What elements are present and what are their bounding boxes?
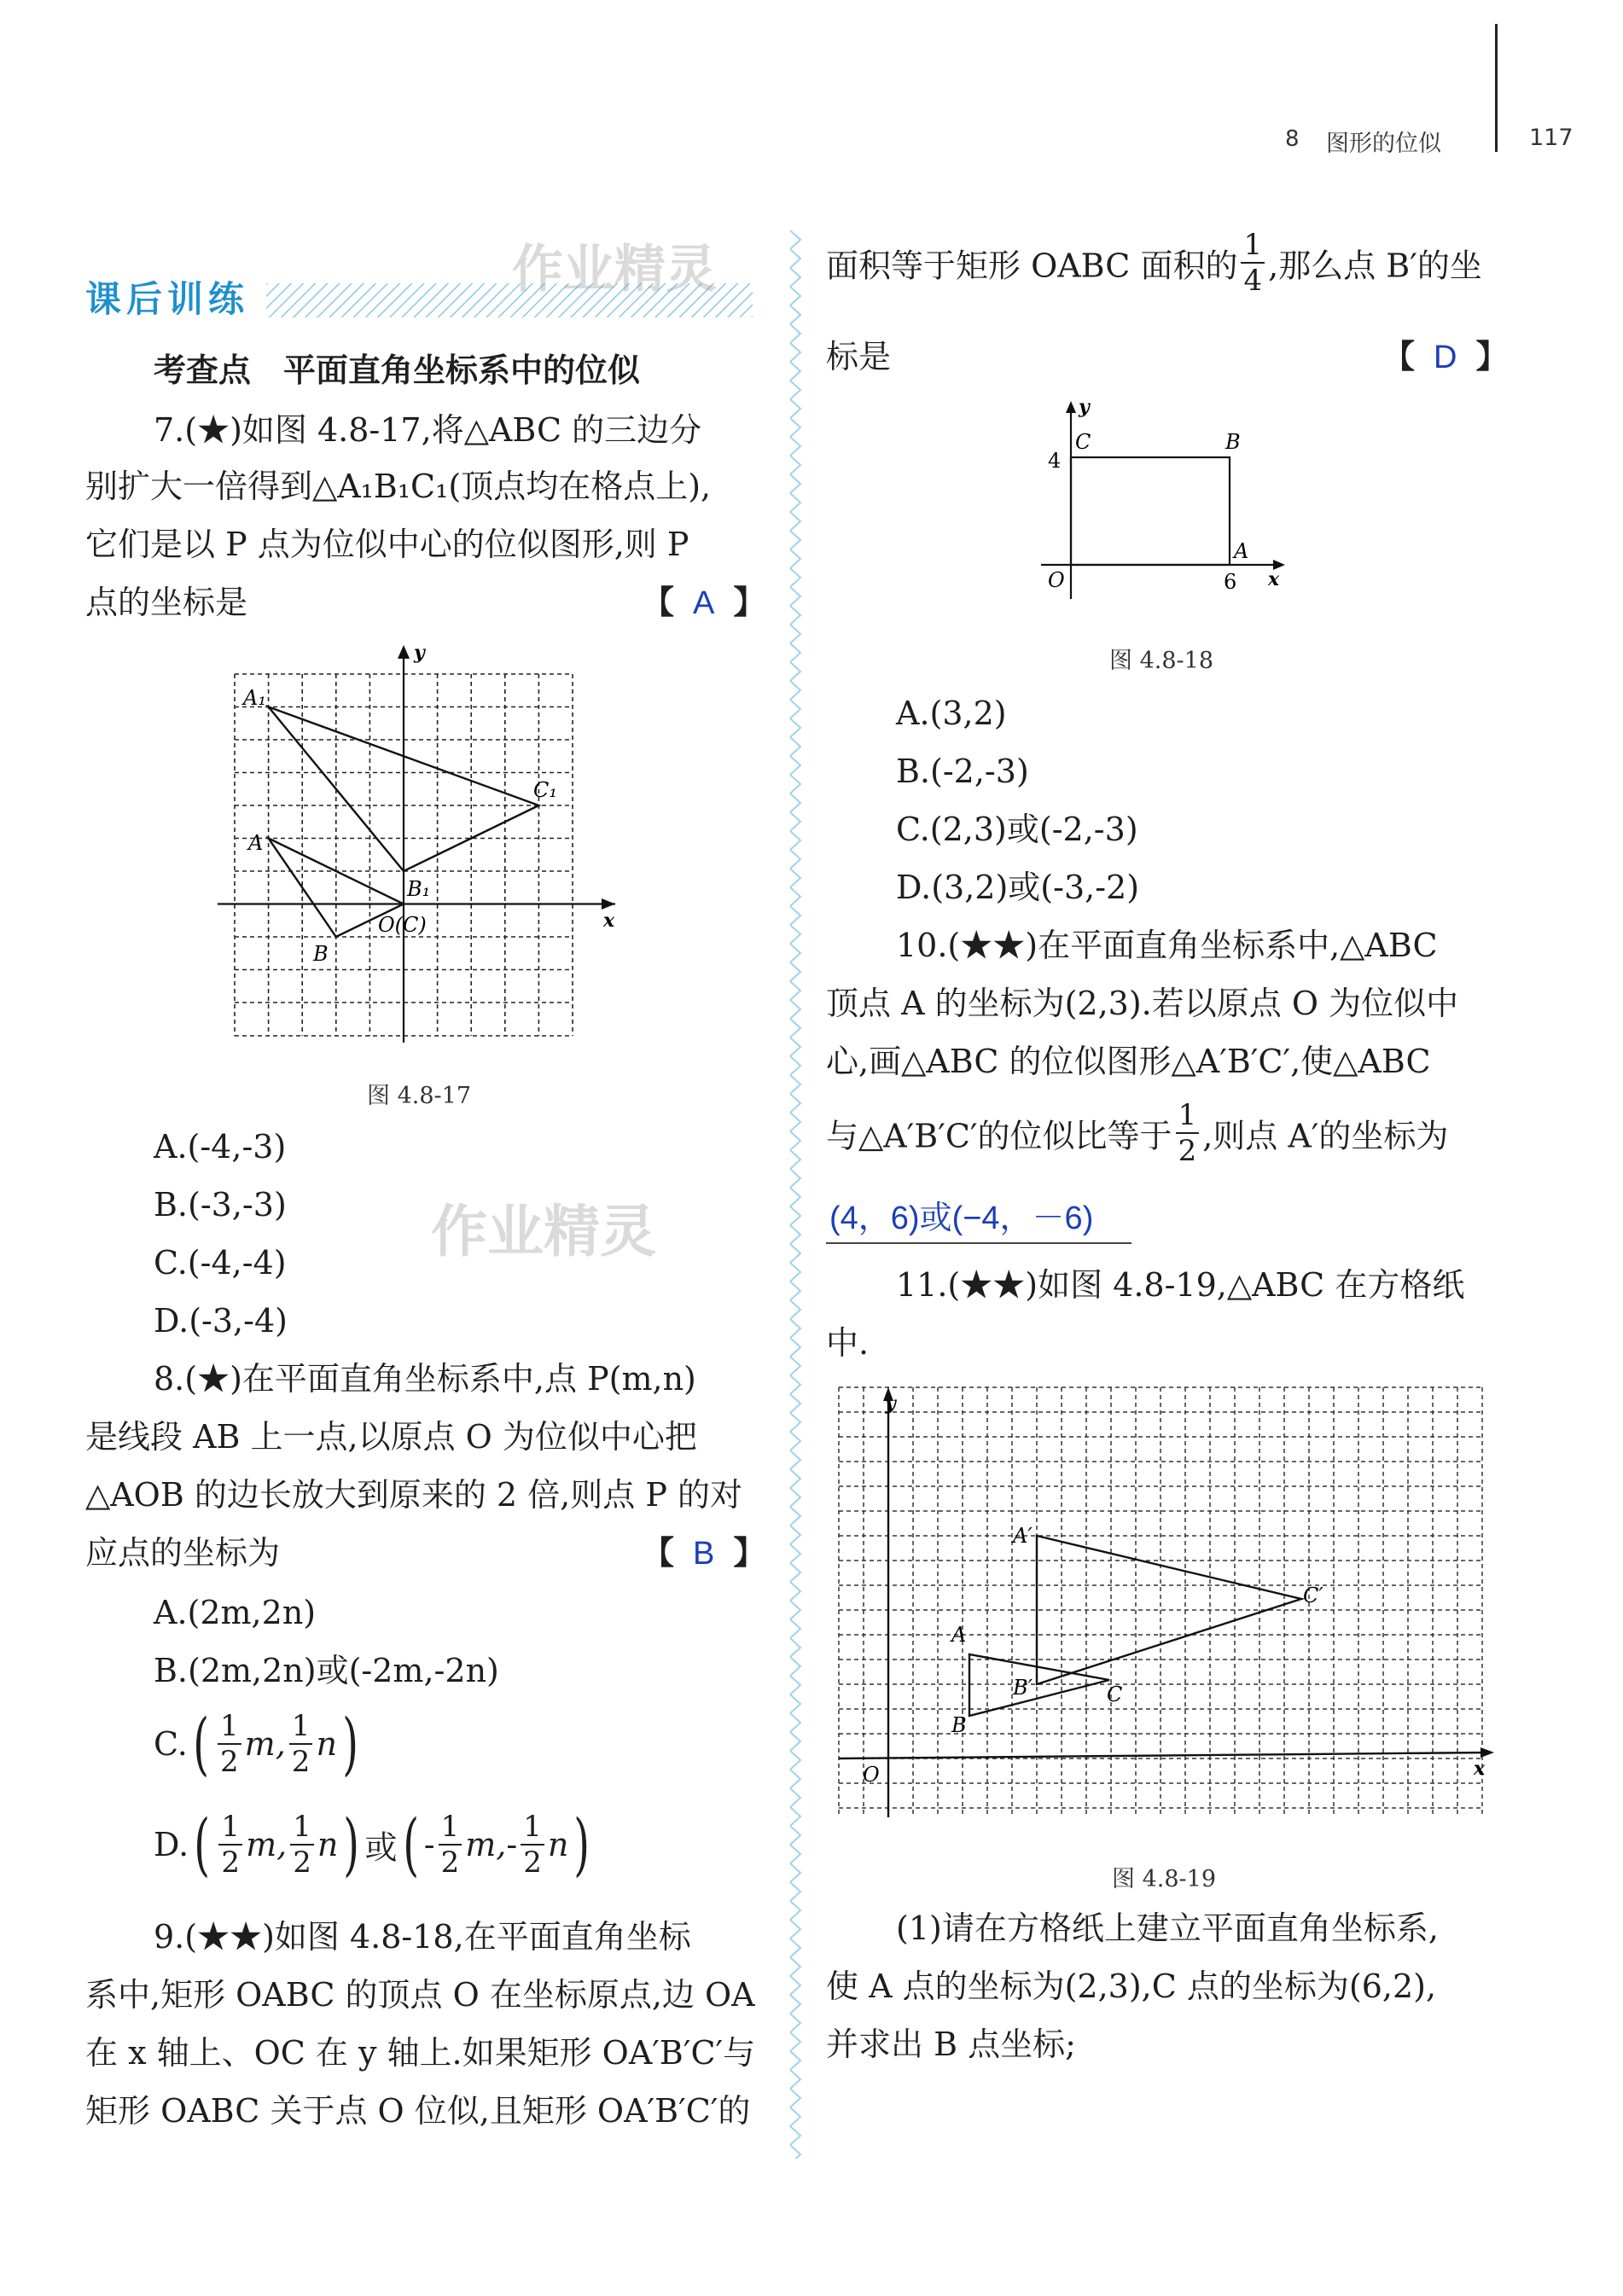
q8-answer: B <box>693 1536 715 1572</box>
q7-line: 点的坐标是 <box>85 584 248 621</box>
fig17-O-label: O(C) <box>378 913 427 937</box>
fig17-y-label: y <box>414 642 425 664</box>
fig17-x-label: x <box>603 910 615 932</box>
figure-4-8-18 <box>1024 394 1297 607</box>
q11-part1: 并求出 B 点坐标; <box>826 2026 1076 2063</box>
q9-line: 矩形 OABC 关于点 O 位似,且矩形 OA′B′C′的 <box>85 2092 751 2130</box>
fig17-C1-label: C₁ <box>533 778 557 802</box>
fig17-B-label: B <box>313 942 329 966</box>
q9-continuation: 面积等于矩形 OABC 面积的 $\frac{1}{4}$ ,那么点 B′的坐 <box>826 228 1482 298</box>
figure-4-8-19 <box>832 1381 1506 1824</box>
q8-line: △AOB 的边长放大到原来的 2 倍,则点 P 的对 <box>85 1476 742 1514</box>
fig19-Cp-label: C′ <box>1303 1584 1323 1607</box>
q7-line: 7.(★)如图 4.8-17,将△ABC 的三边分 <box>154 411 702 449</box>
figure-4-8-17 <box>218 642 627 1043</box>
q9-answer: D <box>1434 340 1457 375</box>
fig18-six-label: 6 <box>1224 570 1237 594</box>
q11-line: 11.(★★)如图 4.8-19,△ABC 在方格纸 <box>896 1266 1465 1304</box>
fig19-Bp-label: B′ <box>1013 1676 1033 1700</box>
q8-line: 是线段 AB 上一点,以原点 O 为位似中心把 <box>85 1418 697 1456</box>
fig19-x-label: x <box>1474 1758 1486 1780</box>
q7-option: D.(-3,-4) <box>154 1302 288 1340</box>
fig18-x-label: x <box>1268 568 1280 590</box>
q7-option: A.(-4,-3) <box>154 1128 287 1165</box>
fig18-C-label: C <box>1075 430 1091 454</box>
chapter-title: 图形的位似 <box>1326 131 1441 157</box>
fig18-A-label: A <box>1234 539 1249 563</box>
fig17-A-label: A <box>248 831 264 855</box>
q10-line: 顶点 A 的坐标为(2,3).若以原点 O 为位似中 <box>826 985 1459 1022</box>
q8-line: 8.(★)在平面直角坐标系中,点 P(m,n) <box>154 1360 696 1398</box>
q9-option: C.(2,3)或(-2,-3) <box>896 811 1138 848</box>
q8-option: A.(2m,2n) <box>154 1594 317 1631</box>
q9-answer-bracket: 【 D 】 <box>1382 338 1509 375</box>
q9-option: B.(-2,-3) <box>896 753 1029 790</box>
q8-option-c: C.( $\frac{1}{2}$ m, $\frac{1}{2}$ n) <box>154 1704 358 1783</box>
q10-ratio-line: 与△A′B′C′的位似比等于 $\frac{1}{2}$ ,则点 A′的坐标为 <box>826 1098 1449 1168</box>
q7-answer-bracket: 【 A 】 <box>642 584 766 621</box>
q7-option: B.(-3,-3) <box>154 1186 287 1224</box>
q11-part1: (1)请在方格纸上建立平面直角坐标系, <box>896 1909 1439 1947</box>
fig18-B-label: B <box>1225 430 1241 454</box>
section-title: 课后训练 <box>85 278 250 320</box>
subhead: 考查点 平面直角坐标系中的位似 <box>154 352 641 389</box>
watermark: 作业精灵 <box>512 240 717 299</box>
q11-line: 中. <box>826 1324 870 1362</box>
q11-part1: 使 A 点的坐标为(2,3),C 点的坐标为(6,2), <box>826 1968 1437 2005</box>
fig18-y-label: y <box>1079 396 1090 418</box>
q10-answer-underline <box>826 1242 1131 1244</box>
q7-line: 别扩大一倍得到△A₁B₁C₁(顶点均在格点上), <box>85 468 712 505</box>
chapter-number: 8 <box>1285 126 1300 152</box>
q9-option: A.(3,2) <box>896 695 1007 732</box>
q9-line: 系中,矩形 OABC 的顶点 O 在坐标原点,边 OA <box>85 1976 755 2014</box>
header-rule <box>1495 24 1498 152</box>
page-header <box>1277 121 1601 164</box>
q10-answer: (4，6)或(−4，－6) <box>829 1200 1094 1236</box>
fig19-C-label: C <box>1107 1683 1123 1706</box>
figure-caption: 图 4.8-19 <box>1112 1866 1217 1892</box>
q8-option-d: D.( $\frac{1}{2}$ m, $\frac{1}{2}$ n) 或( - $\frac{1}{2}$ m,- $\frac{1}{2}$ n) <box>154 1805 590 1884</box>
q8-answer-bracket: 【 B 】 <box>642 1534 766 1572</box>
q7-option: C.(-4,-4) <box>154 1244 287 1282</box>
figure-caption: 图 4.8-17 <box>367 1083 472 1109</box>
q9-line: 9.(★★)如图 4.8-18,在平面直角坐标 <box>154 1918 691 1956</box>
fig18-four-label: 4 <box>1048 449 1062 473</box>
fig18-O-label: O <box>1048 568 1065 592</box>
q9-line: 标是 <box>826 338 892 375</box>
watermark: 作业精灵 <box>431 1199 656 1264</box>
fig19-O-label: O <box>863 1763 880 1787</box>
figure-caption: 图 4.8-18 <box>1109 648 1214 674</box>
fig19-y-label: y <box>885 1392 896 1415</box>
fig19-B-label: B <box>951 1713 967 1737</box>
q8-line: 应点的坐标为 <box>85 1534 281 1572</box>
fig19-Ap-label: A′ <box>1013 1524 1033 1548</box>
column-divider <box>788 230 804 2159</box>
q9-line: 在 x 轴上、OC 在 y 轴上.如果矩形 OA′B′C′与 <box>85 2034 756 2072</box>
fig17-A1-label: A₁ <box>243 686 266 710</box>
q10-line: 心,画△ABC 的位似图形△A′B′C′,使△ABC <box>826 1043 1431 1080</box>
q7-answer: A <box>693 585 715 621</box>
fig19-A-label: A <box>951 1623 967 1647</box>
page-number: 117 <box>1529 125 1574 151</box>
q9-option: D.(3,2)或(-3,-2) <box>896 869 1140 906</box>
q10-line: 10.(★★)在平面直角坐标系中,△ABC <box>896 927 1438 964</box>
q8-option: B.(2m,2n)或(-2m,-2n) <box>154 1652 499 1689</box>
q7-line: 它们是以 P 点为位似中心的位似图形,则 P <box>85 526 689 563</box>
fig17-B1-label: B₁ <box>407 877 431 901</box>
